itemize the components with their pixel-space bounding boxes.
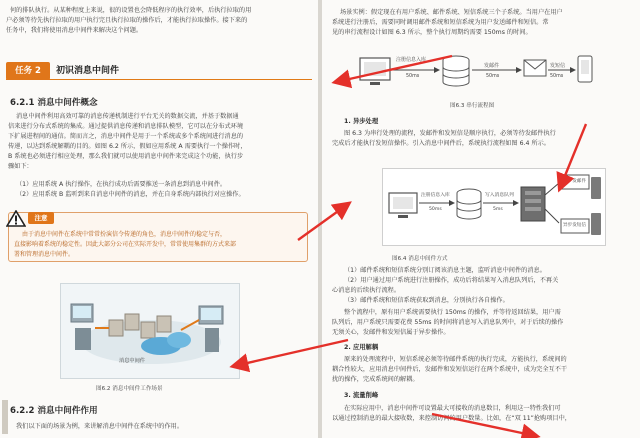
flow-label: 写入消息队列 xyxy=(485,193,514,198)
step-line: （1）应用系统 A 执行操作，在执行成功后需要推送一条消息到消息中间件。 xyxy=(16,181,227,188)
flow-time: 50ms xyxy=(429,207,442,212)
warning-icon xyxy=(6,210,26,227)
flow-label: 发短信 xyxy=(550,63,566,69)
flow-time: 50ms xyxy=(406,74,420,79)
async-box-label: 异步发短信 xyxy=(563,223,586,228)
text-line: 场景实例：假定现在有用户系统、邮件系统、短信系统三个子系统。当用户在用户 xyxy=(340,9,563,16)
text-line: 见的串行流程设计如图 6.3 所示，整个执行周期约需要 150ms 的时间。 xyxy=(332,29,532,36)
subsection-heading: 2. 应用解耦 xyxy=(344,344,379,351)
section-title-621: 6.2.1 消息中间件概念 xyxy=(10,98,98,108)
text-line: 户必须等待先执行拉取的用户执行完且执行拉取的操作后，才能执行拉取操作。接下来的 xyxy=(6,17,248,24)
task-banner xyxy=(6,62,312,80)
subsection-heading: 3. 流量削峰 xyxy=(344,392,379,399)
text-line: 骤如下： xyxy=(8,163,33,170)
flow-time: 5ms xyxy=(493,207,503,212)
list-item: （1）邮件系统和短信系统分别订阅该消息主题，监听消息中间件的消息。 xyxy=(344,267,546,274)
figure-6-4 xyxy=(382,168,606,246)
list-item: （2）用户通过用户系统进行注册操作，成功后将结果写入消息队列后，不再关 xyxy=(344,277,559,284)
async-box-label: 异步发邮件 xyxy=(563,179,586,184)
list-item: （3）邮件系统和短信系统获取到消息，分别执行各自操作。 xyxy=(344,297,509,304)
subsection-heading: 1. 异步处理 xyxy=(344,118,379,125)
text-line: 队列后，用户系统只需要花费 55ms 的时间将消息写入消息队列中，对于后续的操作 xyxy=(332,319,564,326)
list-item: 心消息的后续执行流程。 xyxy=(332,287,401,294)
text-line: 传递，以达到系统解耦的目的。如图 6.2 所示，假如应用系统 A 需要执行一个操作时， xyxy=(8,143,247,150)
text-line: 我们以下面的场景为例，来讲解消息中间件在系统中的作用。 xyxy=(16,423,184,430)
step-line: （2）应用系统 B 监听到来自消息中间件的消息，并在自身系统内部执行对应操作。 xyxy=(16,191,245,198)
note-line: 直接影响着系统的稳定性。因此大部分公司在实际开发中，常常使用集群的方式来部 xyxy=(14,241,237,248)
note-label: 注意 xyxy=(28,212,54,224)
note-line: 由于消息中间件在系统中常常扮演信令传递的角色，消息中间件的稳定与否， xyxy=(22,231,227,238)
task-title: 初识消息中间件 xyxy=(56,66,120,76)
flow-time: 50ms xyxy=(550,74,564,79)
page-edge-marker xyxy=(2,400,8,434)
figure-caption: 图6.2 消息中间件工作场景 xyxy=(96,386,163,392)
flow-time: 50ms xyxy=(486,74,500,79)
section-title-622: 6.2.2 消息中间件作用 xyxy=(10,406,98,416)
text-line: 图 6.3 为串行处理的流程，发邮件和发短信是顺序执行，必须等待发邮件执行 xyxy=(344,130,556,137)
flow-label: 发邮件 xyxy=(484,63,500,69)
middleware-scene-illustration xyxy=(61,284,241,380)
figure-6-2 xyxy=(60,283,240,379)
text-line: 扰的操作，完成系统间的解耦。 xyxy=(332,376,419,383)
text-line: 信来进行分布式系统的集成。通过提供消息传递和消息排队模型，它可以在分布式环境 xyxy=(8,123,244,130)
text-line: 以通过控制消息的最大接收数，来控制访问的用户数量。比如，在“双 11”抢购项目中， xyxy=(332,415,571,422)
text-line: 任务中，我们将使用消息中间件来解决这个问题。 xyxy=(6,27,143,34)
text-line: 耦合性较大，应用消息中间件后，发邮件和发短信运行在两个系统中，成为完全互不干 xyxy=(332,366,568,373)
text-line: B 系统也必须进行相应处理，那么我们就可以使用消息中间件来完成这个功能，执行步 xyxy=(8,153,244,160)
left-page xyxy=(0,0,318,438)
note-line: 署和管理消息中间件。 xyxy=(14,251,75,258)
text-line: 完成后才能执行发短信操作。引入消息中间件后，系统执行流程如图 6.4 所示。 xyxy=(332,140,550,147)
text-line: 无须关心，发邮件和发短信属于异步操作。 xyxy=(332,329,450,336)
figure-6-3 xyxy=(356,52,596,94)
text-line: 系统进行注册后，需要同时调用邮件系统和短信系统为用户发送邮件和短信。常 xyxy=(332,19,549,26)
text-line: 消息中间件利用高效可靠的消息传递机制进行平台无关的数据交流，并基于数据通 xyxy=(16,113,239,120)
text-line: 原来的处理流程中，短信系统必须等待邮件系统的执行完成，方能执行，系统间的 xyxy=(344,356,567,363)
figure-caption: 图6.3 串行流程图 xyxy=(450,103,495,109)
flow-label: 注册信息入库 xyxy=(421,193,450,198)
text-line: 何的排队执行。从某种程度上来说，很的设置也会降低程序的执行效率，后执行拉取的用 xyxy=(10,7,252,14)
text-line: 整个流程中，原有用户系统需要执行 150ms 的操作，并等待返回结果，用户需 xyxy=(344,309,561,316)
flow-label: 注册信息入库 xyxy=(396,57,427,63)
figure-caption: 图6.4 消息中间件方式 xyxy=(392,256,448,262)
task-tag: 任务 2 xyxy=(6,62,50,80)
serial-flow-diagram xyxy=(356,52,596,94)
figure-label: 消息中间件 xyxy=(119,358,145,364)
text-line: 下扩展进程间的通信。简而言之，消息中间件是用于一个系统或多个系统间进行消息的 xyxy=(8,133,244,140)
text-line: 在实际应用中，消息中间件可设置最大可接收的消息数目，利用这一特性我们可 xyxy=(344,405,561,412)
